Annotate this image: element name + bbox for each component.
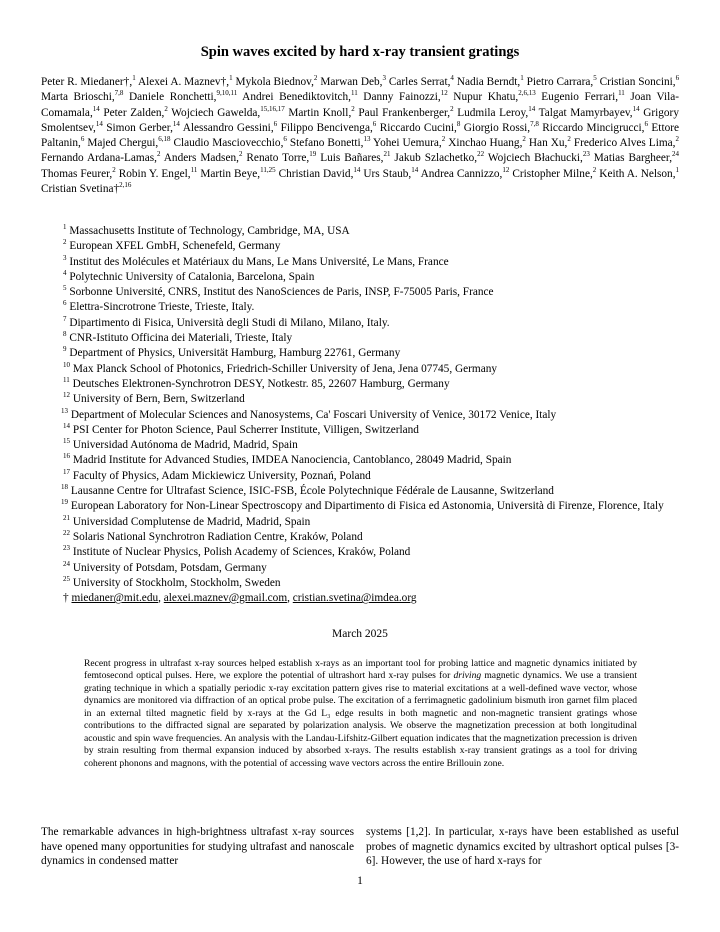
author-affiliation-marker: 11 bbox=[190, 165, 198, 174]
affiliation-text: Elettra-Sincrotrone Trieste, Trieste, Italy. bbox=[66, 301, 255, 314]
affiliation-item bbox=[63, 316, 683, 331]
author-affiliation-marker: 6 bbox=[644, 119, 648, 128]
affiliation-number: 23 bbox=[63, 544, 70, 553]
author-entry bbox=[538, 104, 640, 119]
author-name: Majed Chergui, bbox=[87, 137, 159, 149]
affiliation-text: Solaris National Synchrotron Radiation Centre, Kraków, Poland bbox=[70, 530, 363, 543]
author-name: Carles Serrat, bbox=[388, 76, 451, 88]
author-entry bbox=[41, 152, 160, 164]
author-affiliation-marker: 2 bbox=[156, 150, 161, 159]
author-entry bbox=[173, 137, 286, 149]
author-affiliation-marker: 1 bbox=[229, 74, 233, 83]
author-name: Nupur Khatu, bbox=[453, 91, 519, 104]
affiliation-item bbox=[61, 499, 683, 514]
author-name: Jakub Szlachetko, bbox=[394, 152, 478, 165]
affiliation-item bbox=[63, 377, 683, 392]
affiliation-item bbox=[63, 239, 683, 254]
author-entry bbox=[594, 152, 679, 164]
author-affiliation-marker: 19 bbox=[309, 150, 317, 159]
affiliation-number: 19 bbox=[61, 498, 68, 507]
author-affiliation-marker: 2,6,13 bbox=[518, 89, 536, 98]
author-affiliation-marker: 22 bbox=[477, 150, 485, 159]
author-entry bbox=[41, 180, 132, 195]
affiliation-item bbox=[63, 469, 683, 484]
author-name: Stefano Bonetti, bbox=[289, 137, 364, 149]
author-name: Thomas Feurer, bbox=[41, 167, 113, 180]
author-affiliation-marker: 23 bbox=[582, 150, 590, 159]
affiliation-item bbox=[63, 270, 683, 285]
author-affiliation-marker: 11 bbox=[618, 89, 625, 98]
author-entry bbox=[379, 119, 461, 134]
author-entry bbox=[182, 119, 278, 134]
author-name: Mykola Biednov, bbox=[235, 76, 314, 88]
author-affiliation-marker: 6 bbox=[372, 119, 377, 128]
author-list bbox=[41, 75, 679, 197]
author-name: Martin Beye, bbox=[200, 167, 261, 180]
abstract-text-end: magnetic dynamics. We use a transient grating technique in which a spatially periodic x-ray excitation pattern gives rise to material excitations at a well-defined wave vector, whose dynamics are monitored via diffraction of an optical probe pulse. The excitation of a ferrimagnetic gadolinium bismuth iron garnet film placed in an external tilted magnetic field by x-rays at the Gd L₃ edge results in both magnetic and non-magnetic transient gratings whose contributions to the diffracted signal are separated by polarization analysis. We observe the magnetization precession at both longitudinal acoustic and spin wave frequencies. An analysis with the Landau-Lifshitz-Gilbert equation indicates that the magnetization precession is driven by strain resulting from thermal expansion induced by absorbed x-rays. The results establish x-ray transient gratings as a tool for driving coherent phonons and magnons, with the potential of accessing wave vectors across the entire Brillouin zone. bbox=[84, 670, 637, 769]
author-affiliation-marker: 1 bbox=[520, 74, 524, 83]
author-entry bbox=[358, 104, 454, 119]
affiliation-item bbox=[63, 285, 683, 300]
author-affiliation-marker: 2 bbox=[592, 165, 597, 174]
author-entry bbox=[599, 165, 680, 180]
affiliation-item bbox=[63, 530, 683, 545]
author-affiliation-marker: 1 bbox=[132, 74, 136, 83]
author-affiliation-marker: 2 bbox=[450, 104, 454, 113]
abstract-emphasis: driving bbox=[453, 670, 482, 682]
affiliation-item bbox=[63, 392, 683, 407]
author-affiliation-marker: 2 bbox=[441, 135, 446, 144]
author-affiliation-marker: 13 bbox=[363, 135, 371, 144]
author-entry bbox=[420, 165, 510, 180]
affiliation-item bbox=[63, 423, 683, 438]
affiliation-text: Dipartimento di Fisica, Università degli Studi di Milano, Milano, Italy. bbox=[66, 316, 390, 329]
author-affiliation-marker: 8 bbox=[456, 119, 461, 128]
author-entry bbox=[242, 91, 358, 103]
author-name: Daniele Ronchetti, bbox=[129, 91, 217, 104]
author-entry bbox=[463, 119, 539, 134]
affiliation-text: PSI Center for Photon Science, Paul Scherrer Institute, Villigen, Switzerland bbox=[70, 423, 419, 436]
author-name: Giorgio Rossi, bbox=[463, 121, 531, 134]
affiliation-number: 2 bbox=[63, 238, 67, 247]
author-name: Anders Madsen, bbox=[163, 152, 239, 165]
affiliation-text: Polytechnic University of Catalonia, Barcelona, Spain bbox=[66, 270, 315, 283]
author-name: Ludmila Leroy, bbox=[457, 106, 529, 119]
affiliation-item bbox=[61, 408, 683, 423]
affiliation-text: CNR-Istituto Officina dei Materiali, Trieste, Italy bbox=[66, 332, 293, 345]
affiliation-item bbox=[63, 545, 683, 560]
author-affiliation-marker: 2,16 bbox=[119, 180, 132, 189]
author-name: Robin Y. Engel, bbox=[118, 167, 191, 180]
author-name: Peter Zalden, bbox=[103, 106, 165, 119]
affiliation-item bbox=[63, 224, 683, 239]
author-name: Joan Vila-Comamala, bbox=[41, 91, 680, 119]
author-name: Paul Frankenberger, bbox=[358, 106, 451, 119]
author-affiliation-marker: 5 bbox=[593, 74, 597, 83]
author-entry bbox=[41, 91, 123, 103]
author-affiliation-marker: 1 bbox=[675, 165, 680, 174]
author-affiliation-marker: 12 bbox=[502, 165, 510, 174]
author-affiliation-marker: 14 bbox=[92, 104, 100, 113]
author-name: Danny Fainozzi, bbox=[363, 91, 441, 104]
affiliation-number: 16 bbox=[63, 452, 70, 461]
affiliation-text: Madrid Institute for Advanced Studies, IMDEA Nanociencia, Cantoblanco, 28049 Madrid, Spain bbox=[70, 454, 512, 467]
author-name: Nadia Berndt, bbox=[456, 76, 521, 88]
author-name: Marta Brioschi, bbox=[41, 91, 115, 104]
author-entry bbox=[541, 91, 625, 103]
author-entry bbox=[41, 165, 116, 180]
author-entry bbox=[87, 137, 170, 149]
affiliation-number: 6 bbox=[63, 299, 67, 308]
affiliation-text: Department of Physics, Universität Hamburg, Hamburg 22761, Germany bbox=[66, 347, 401, 360]
affiliation-number: 1 bbox=[63, 223, 67, 232]
author-affiliation-marker: 14 bbox=[95, 119, 103, 128]
author-name: Alexei A. Maznev†, bbox=[137, 76, 230, 88]
affiliation-text: Deutsches Elektronen-Synchrotron DESY, Notkestr. 85, 22607 Hamburg, Germany bbox=[69, 377, 450, 390]
author-entry bbox=[320, 76, 386, 88]
affiliation-text: Institute of Nuclear Physics, Polish Academy of Sciences, Kraków, Poland bbox=[70, 546, 411, 559]
affiliation-item bbox=[63, 576, 683, 591]
author-name: Matias Bargheer, bbox=[593, 152, 673, 165]
author-entry bbox=[118, 165, 198, 180]
affiliation-item bbox=[63, 453, 683, 468]
correspondence-line: † miedaner@mit.edu, alexei.maznev@gmail.com, cristian.svetina@imdea.org bbox=[63, 592, 417, 605]
author-affiliation-marker: 2 bbox=[238, 150, 243, 159]
author-entry bbox=[41, 76, 136, 88]
author-name: Eugenio Ferrari, bbox=[541, 91, 619, 104]
author-entry bbox=[389, 76, 454, 88]
page-number: 1 bbox=[357, 875, 363, 887]
author-name: Alessandro Gessini, bbox=[182, 121, 274, 134]
author-affiliation-marker: 11 bbox=[350, 89, 358, 98]
author-affiliation-marker: 14 bbox=[411, 165, 419, 174]
author-name: Andrea Cannizzo, bbox=[420, 167, 503, 180]
email-link[interactable]: miedaner@mit.edu bbox=[71, 592, 159, 605]
author-name: Luis Bañares, bbox=[320, 152, 384, 165]
affiliation-number: 24 bbox=[63, 559, 70, 568]
author-entry bbox=[488, 152, 590, 164]
affiliation-item bbox=[63, 561, 683, 576]
author-entry bbox=[164, 152, 243, 164]
email-link[interactable]: cristian.svetina@imdea.org bbox=[292, 592, 417, 605]
affiliation-number: 21 bbox=[63, 513, 70, 522]
author-name: Han Xu, bbox=[528, 137, 568, 149]
affiliation-text: European XFEL GmbH, Schenefeld, Germany bbox=[66, 240, 281, 253]
affiliation-number: 17 bbox=[63, 467, 70, 476]
affiliation-text: European Laboratory for Non-Linear Spectroscopy and Dipartimento di Fisica ed Astonomia, Università di Firenze, Florence, Italy bbox=[68, 500, 664, 513]
author-name: Christian David, bbox=[278, 167, 354, 180]
author-affiliation-marker: 14 bbox=[632, 104, 640, 113]
author-entry bbox=[290, 137, 371, 149]
author-entry bbox=[529, 137, 571, 149]
author-affiliation-marker: 14 bbox=[172, 119, 180, 128]
author-name: Fernando Ardana-Lamas, bbox=[41, 152, 157, 165]
affiliation-text: Universidad Autónoma de Madrid, Madrid, Spain bbox=[70, 439, 298, 452]
author-affiliation-marker: 21 bbox=[383, 150, 391, 159]
affiliation-item bbox=[63, 346, 683, 361]
author-name: Xinchao Huang, bbox=[448, 137, 523, 149]
paper-title: Spin waves excited by hard x-ray transient gratings bbox=[200, 44, 520, 60]
author-affiliation-marker: 2 bbox=[675, 135, 679, 144]
author-entry bbox=[448, 137, 526, 149]
author-affiliation-marker: 2 bbox=[112, 165, 116, 174]
author-entry bbox=[288, 104, 355, 119]
author-entry bbox=[171, 104, 285, 119]
author-affiliation-marker: 6 bbox=[80, 135, 85, 144]
affiliation-number: 10 bbox=[63, 360, 70, 369]
author-name: Yohei Uemura, bbox=[373, 137, 442, 149]
author-affiliation-marker: 7,8 bbox=[530, 119, 539, 128]
author-name: Cristian Soncini, bbox=[599, 76, 676, 88]
author-entry bbox=[138, 76, 233, 88]
author-name: Andrei Benediktovitch, bbox=[242, 91, 351, 104]
author-name: Martin Knoll, bbox=[288, 106, 352, 119]
author-affiliation-marker: 12 bbox=[440, 89, 448, 98]
affiliation-number: 25 bbox=[63, 575, 70, 584]
author-entry bbox=[457, 104, 536, 119]
author-entry bbox=[280, 119, 377, 134]
author-entry bbox=[542, 119, 648, 134]
author-affiliation-marker: 6 bbox=[283, 135, 287, 144]
affiliation-item bbox=[61, 484, 683, 499]
author-name: Cristopher Milne, bbox=[512, 167, 593, 180]
author-entry bbox=[106, 119, 180, 134]
author-entry bbox=[453, 91, 535, 103]
author-entry bbox=[457, 76, 524, 88]
affiliation-item bbox=[63, 331, 683, 346]
author-name: Urs Staub, bbox=[363, 167, 412, 180]
author-entry bbox=[373, 137, 445, 149]
affiliation-number: 13 bbox=[61, 406, 68, 415]
author-entry bbox=[103, 104, 168, 119]
author-affiliation-marker: 2 bbox=[522, 135, 526, 144]
author-affiliation-marker: 2 bbox=[164, 104, 168, 113]
affiliation-item bbox=[63, 515, 683, 530]
author-name: Simon Gerber, bbox=[106, 121, 173, 134]
affiliation-text: Sorbonne Université, CNRS, Institut des NanoSciences de Paris, INSP, F-75005 Paris, France bbox=[66, 286, 494, 299]
author-affiliation-marker: 15,16,17 bbox=[260, 104, 285, 113]
affiliation-number: 11 bbox=[63, 376, 70, 385]
affiliation-number: 15 bbox=[63, 437, 70, 446]
body-column-right: systems [1,2]. In particular, x-rays have been established as useful probes of magnetic dynamics excited by ultrashort optical pulses [3-6]. However, the use of hard x-rays for bbox=[366, 826, 679, 868]
email-link[interactable]: alexei.maznev@gmail.com bbox=[163, 592, 288, 605]
affiliation-number: 22 bbox=[63, 529, 70, 538]
affiliation-text: Max Planck School of Photonics, Friedrich-Schiller University of Jena, Jena 07745, Germany bbox=[70, 362, 498, 375]
body-column-left: The remarkable advances in high-brightness ultrafast x-ray sources have opened many opportunities for studying ultrafast and nanoscale dynamics in condensed matter bbox=[41, 826, 354, 868]
author-name: Marwan Deb, bbox=[320, 76, 383, 88]
author-entry bbox=[600, 76, 680, 88]
author-affiliation-marker: 14 bbox=[528, 104, 536, 113]
affiliation-text: Institut des Molécules et Matériaux du Mans, Le Mans Université, Le Mans, France bbox=[66, 255, 449, 268]
author-affiliation-marker: 11,25 bbox=[260, 165, 276, 174]
author-name: Ettore Paltanin, bbox=[41, 121, 680, 149]
author-entry bbox=[394, 152, 484, 164]
affiliation-text: University of Bern, Bern, Switzerland bbox=[70, 393, 245, 406]
affiliation-item bbox=[63, 255, 683, 270]
author-name: Talgat Mamyrbayev, bbox=[538, 106, 633, 119]
author-name: Wojciech Gawelda, bbox=[171, 106, 261, 119]
author-affiliation-marker: 14 bbox=[353, 165, 361, 174]
author-affiliation-marker: 2 bbox=[313, 74, 318, 83]
affiliation-number: 7 bbox=[63, 315, 67, 324]
author-entry bbox=[129, 91, 237, 103]
author-entry bbox=[527, 76, 597, 88]
author-entry bbox=[246, 152, 316, 164]
affiliation-text: Department of Molecular Sciences and Nanosystems, Ca' Foscari University of Venice, 30172 Venice, Italy bbox=[68, 408, 557, 421]
author-entry bbox=[200, 165, 276, 180]
author-entry bbox=[512, 165, 597, 180]
affiliation-item bbox=[63, 438, 683, 453]
affiliation-number: 8 bbox=[63, 330, 67, 339]
affiliation-number: 9 bbox=[63, 345, 67, 354]
affiliation-number: 4 bbox=[63, 269, 67, 278]
author-name: Keith A. Nelson, bbox=[599, 167, 676, 180]
affiliation-text: Lausanne Centre for Ultrafast Science, ISIC-FSB, École Polytechnique Fédérale de Lausanne, Switzerland bbox=[68, 485, 554, 498]
author-name: Claudio Masciovecchio, bbox=[173, 137, 284, 149]
author-affiliation-marker: 7,8 bbox=[114, 89, 124, 98]
author-affiliation-marker: 6,18 bbox=[158, 135, 171, 144]
author-name: Filippo Bencivenga, bbox=[280, 121, 373, 134]
affiliation-text: Universidad Complutense de Madrid, Madrid, Spain bbox=[70, 515, 311, 528]
author-affiliation-marker: 9,10,11 bbox=[216, 89, 238, 98]
author-affiliation-marker: 2 bbox=[351, 104, 355, 113]
author-affiliation-marker: 24 bbox=[672, 150, 680, 159]
author-name: Peter R. Miedaner†, bbox=[41, 76, 133, 88]
author-name: Frederico Alves Lima, bbox=[573, 137, 676, 149]
author-name: Renato Torre, bbox=[246, 152, 310, 165]
affiliation-text: Faculty of Physics, Adam Mickiewicz University, Poznań, Poland bbox=[70, 469, 371, 482]
affiliation-number: 18 bbox=[61, 483, 68, 492]
affiliation-item bbox=[63, 300, 683, 315]
author-entry bbox=[574, 137, 679, 149]
author-affiliation-marker: 2 bbox=[567, 135, 571, 144]
abstract bbox=[84, 658, 637, 770]
dagger-marker: † bbox=[63, 592, 69, 605]
abstract-text-start: Recent progress in ultrafast x-ray sources helped establish x-rays as an important tool for probing lattice and magnetic dynamics initiated by femtosecond optical pulses. Here, we explore the potential of ultrashort hard x-ray pulses for bbox=[84, 658, 637, 682]
author-name: Wojciech Błachucki, bbox=[487, 152, 583, 165]
affiliation-number: 12 bbox=[63, 391, 70, 400]
affiliation-number: 3 bbox=[63, 253, 67, 262]
affiliation-item bbox=[63, 362, 683, 377]
publication-date: March 2025 bbox=[332, 628, 388, 640]
affiliation-number: 14 bbox=[63, 422, 70, 431]
author-name: Pietro Carrara, bbox=[526, 76, 594, 88]
author-entry bbox=[363, 165, 419, 180]
affiliation-list bbox=[63, 224, 683, 606]
affiliation-text: Massachusetts Institute of Technology, Cambridge, MA, USA bbox=[66, 225, 350, 237]
author-entry bbox=[363, 91, 447, 103]
author-name: Cristian Svetina† bbox=[41, 182, 120, 195]
author-affiliation-marker: 6 bbox=[273, 119, 278, 128]
affiliation-number: 5 bbox=[63, 284, 67, 293]
affiliation-text: University of Potsdam, Potsdam, Germany bbox=[70, 561, 267, 574]
author-entry bbox=[320, 152, 390, 164]
author-affiliation-marker: 3 bbox=[382, 74, 386, 83]
author-entry bbox=[278, 165, 361, 180]
author-name: Riccardo Cucini, bbox=[379, 121, 457, 134]
author-entry bbox=[236, 76, 318, 88]
author-name: Grigory Smolentsev, bbox=[41, 106, 679, 134]
author-affiliation-marker: 4 bbox=[450, 74, 454, 83]
author-name: Riccardo Mincigrucci, bbox=[542, 121, 645, 134]
author-affiliation-marker: 6 bbox=[675, 74, 680, 83]
affiliation-text: University of Stockholm, Stockholm, Sweden bbox=[70, 576, 281, 589]
